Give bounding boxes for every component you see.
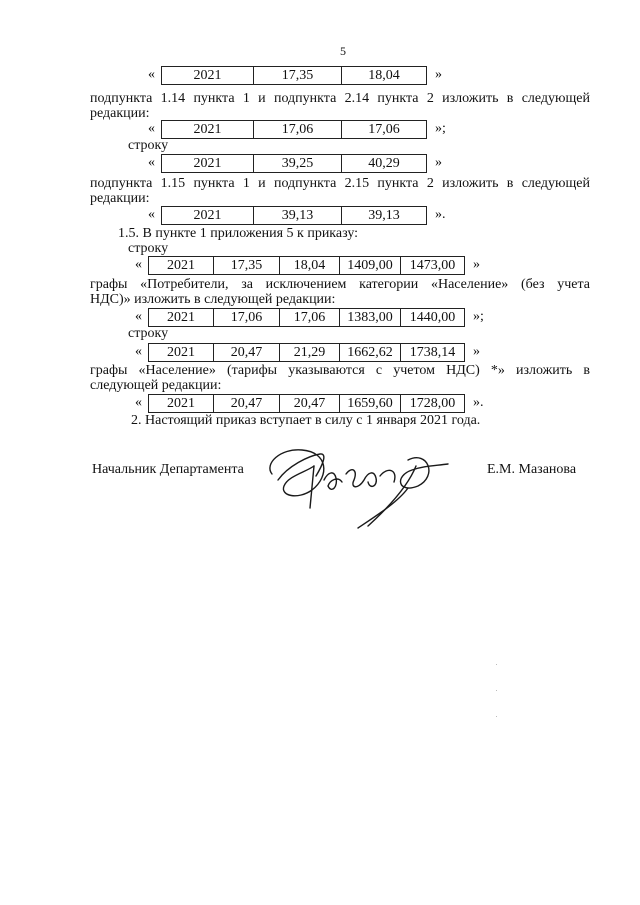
open-quote: «: [135, 344, 142, 359]
paragraph-line: графы «Население» (тарифы указываются с учетом НДС) *» изложить в: [90, 363, 590, 378]
tariff-table: [161, 154, 427, 173]
open-quote: «: [135, 395, 142, 410]
tariff-table: [161, 120, 427, 139]
close-quote: »: [473, 257, 480, 272]
open-quote: «: [148, 121, 155, 136]
tariff-row-4: [148, 206, 446, 224]
table-cell: 2021: [167, 309, 195, 325]
paragraph-line: подпункта 1.14 пункта 1 и подпункта 2.14 пункта 2 изложить в следующей: [90, 91, 590, 106]
paragraph-line: следующей редакции:: [90, 378, 222, 393]
table-cell: 40,29: [341, 155, 426, 172]
open-quote: «: [148, 67, 155, 82]
open-quote: «: [135, 257, 142, 272]
paragraph-line: строку: [128, 326, 169, 341]
handwritten-signature: [258, 436, 458, 536]
table-cell: 2021: [193, 207, 222, 223]
tariff-row-2: [148, 120, 446, 138]
paragraph-line: строку: [128, 241, 169, 256]
table-cell: 21,29: [279, 344, 339, 361]
scan-artifact: [496, 664, 497, 665]
paragraph-line: НДС)» изложить в следующей редакции:: [90, 292, 336, 307]
tariff-table: [148, 308, 465, 327]
paragraph-line: редакции:: [90, 191, 150, 206]
table-cell: 1659,60: [339, 395, 400, 412]
page-number: 5: [340, 44, 346, 58]
table-cell: 2021: [167, 257, 195, 273]
scan-artifact: [496, 690, 497, 691]
table-cell: 17,35: [213, 257, 279, 274]
open-quote: «: [148, 207, 155, 222]
close-quote: ».: [473, 395, 484, 410]
table-cell: 17,06: [253, 121, 341, 138]
paragraph-line: редакции:: [90, 106, 150, 121]
table-cell: 18,04: [341, 67, 426, 84]
paragraph-line: подпункта 1.15 пункта 1 и подпункта 2.15 пункта 2 изложить в следующей: [90, 176, 590, 191]
close-quote: »;: [473, 309, 484, 324]
close-quote: »;: [435, 121, 446, 136]
tariff-row-8: [135, 394, 484, 412]
paragraph-line: строку: [128, 138, 169, 153]
table-cell: 1728,00: [400, 395, 464, 412]
table-cell: 2021: [167, 344, 195, 360]
open-quote: «: [135, 309, 142, 324]
close-quote: »: [473, 344, 480, 359]
table-cell: 39,25: [253, 155, 341, 172]
paragraph-line: графы «Потребители, за исключением категории «Население» (без учета: [90, 277, 590, 292]
close-quote: »: [435, 67, 442, 82]
table-cell: 17,06: [213, 309, 279, 326]
table-cell: 1473,00: [400, 257, 464, 274]
table-cell: 2021: [193, 67, 222, 83]
table-cell: 1738,14: [400, 344, 464, 361]
table-cell: 20,47: [213, 344, 279, 361]
table-cell: 18,04: [279, 257, 339, 274]
table-cell: 2021: [167, 395, 195, 411]
open-quote: «: [148, 155, 155, 170]
table-cell: 20,47: [213, 395, 279, 412]
scan-artifact: [496, 716, 497, 717]
table-cell: 17,35: [253, 67, 341, 84]
tariff-row-7: [135, 343, 480, 361]
tariff-row-6: [135, 308, 484, 326]
tariff-row-3: [148, 154, 442, 172]
signatory-position: Начальник Департамента: [92, 462, 244, 477]
table-cell: 1440,00: [400, 309, 464, 326]
tariff-table: [148, 256, 465, 275]
table-cell: 17,06: [279, 309, 339, 326]
tariff-table: [148, 394, 465, 413]
table-cell: 39,13: [253, 207, 341, 224]
table-cell: 1383,00: [339, 309, 400, 326]
tariff-table: [161, 206, 427, 225]
table-cell: 1409,00: [339, 257, 400, 274]
table-cell: 1662,62: [339, 344, 400, 361]
table-cell: 20,47: [279, 395, 339, 412]
tariff-row-1: [148, 66, 442, 84]
paragraph-line: 1.5. В пункте 1 приложения 5 к приказу:: [118, 226, 359, 241]
signatory-name: Е.М. Мазанова: [487, 462, 577, 477]
close-quote: »: [435, 155, 442, 170]
close-quote: ».: [435, 207, 446, 222]
tariff-table: [161, 66, 427, 85]
table-cell: 2021: [193, 155, 222, 171]
tariff-row-5: [135, 256, 480, 274]
paragraph-line: 2. Настоящий приказ вступает в силу с 1 января 2021 года.: [131, 413, 481, 428]
tariff-table: [148, 343, 465, 362]
table-cell: 17,06: [341, 121, 426, 138]
table-cell: 2021: [193, 121, 222, 137]
table-cell: 39,13: [341, 207, 426, 224]
